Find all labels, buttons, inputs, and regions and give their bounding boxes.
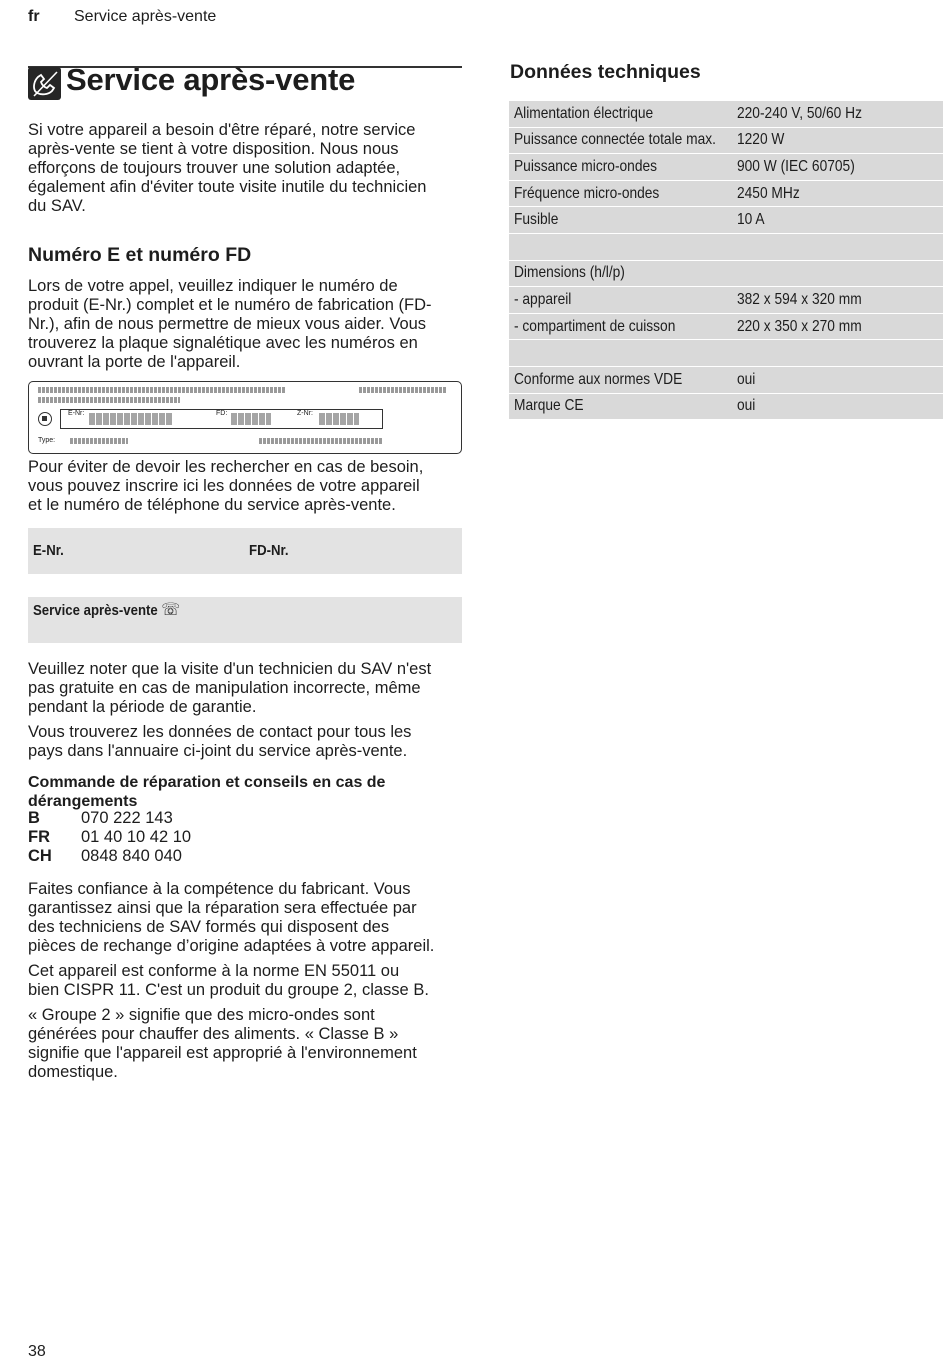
contact-list xyxy=(28,809,191,866)
fdnr-label: FD-Nr. xyxy=(249,542,289,559)
text-line: pays dans l'annuaire ci-joint du service après-vente. xyxy=(28,742,408,760)
text-line: produit (E-Nr.) complet et le numéro de fabrication (FD- xyxy=(28,296,432,314)
text-line: pièces de rechange d’origine adaptées à votre appareil. xyxy=(28,937,435,955)
text-line: vous pouvez inscrire ici les données de votre appareil xyxy=(28,477,420,495)
text-line: Veuillez noter que la visite d'un technicien du SAV n'est xyxy=(28,660,432,678)
plate-symbol-icon xyxy=(38,412,52,426)
tech-row xyxy=(509,207,943,234)
rating-plate-illustration xyxy=(28,381,462,454)
country-code: B xyxy=(28,809,40,827)
trust-paragraph xyxy=(28,880,464,956)
text-line: pendant la période de garantie. xyxy=(28,698,257,716)
contact-row xyxy=(28,847,191,866)
text-line: signifie que l'appareil est approprié à l'environnement xyxy=(28,1044,417,1062)
text-line: Vous trouverez les données de contact pour tous les xyxy=(28,723,412,741)
text-line: après-vente se tient à votre disposition. Nous nous xyxy=(28,140,399,158)
tech-table xyxy=(509,101,943,420)
tech-label: Fréquence micro-ondes xyxy=(514,184,660,202)
text-line: Commande de réparation et conseils en cas de xyxy=(28,774,386,791)
telephone-icon: ☏ xyxy=(161,600,181,619)
plate-text-placeholder xyxy=(359,387,447,393)
tech-row xyxy=(509,181,943,208)
record-paragraph xyxy=(28,458,464,515)
country-code: CH xyxy=(28,847,52,865)
language-code: fr xyxy=(28,8,40,25)
text-line: ouvrant la porte de l'appareil. xyxy=(28,353,241,371)
tech-label: Puissance micro-ondes xyxy=(514,157,658,175)
tech-row xyxy=(509,261,943,288)
page-number: 38 xyxy=(28,1343,46,1360)
device-number-box xyxy=(28,528,462,574)
plate-text-placeholder xyxy=(38,397,180,403)
text-line: Lors de votre appel, veuillez indiquer le numéro de xyxy=(28,277,398,295)
plate-znr-label: Z-Nr: xyxy=(297,410,313,417)
tech-value: 10 A xyxy=(737,211,765,229)
plate-enr-label: E-Nr: xyxy=(68,410,85,417)
plate-number-placeholder xyxy=(319,413,359,425)
tech-row-spacer xyxy=(509,340,943,367)
tech-value: 220-240 V, 50/60 Hz xyxy=(737,104,862,122)
service-phone-box xyxy=(28,597,462,643)
text-line: Cet appareil est conforme à la norme EN 55011 ou xyxy=(28,962,400,980)
plate-fd-label: FD: xyxy=(216,410,228,417)
text-line: trouverez la plaque signalétique avec les numéros en xyxy=(28,334,418,352)
tech-label: - compartiment de cuisson xyxy=(514,317,676,335)
tech-row xyxy=(509,394,943,421)
text-line: des techniciens de SAV formés qui disposent des xyxy=(28,918,390,936)
contact-row xyxy=(28,828,191,847)
plate-number-box xyxy=(60,409,383,429)
phone-number: 01 40 10 42 10 xyxy=(81,828,192,846)
plate-type-label: Type: xyxy=(38,437,56,444)
service-label-text: Service après-vente xyxy=(33,602,158,619)
contact-row xyxy=(28,809,191,828)
tech-label: Puissance connectée totale max. xyxy=(514,131,716,149)
plate-text-placeholder xyxy=(38,387,286,393)
tech-row xyxy=(509,154,943,181)
text-line: Nr.), afin de nous permettre de mieux vous aider. Vous xyxy=(28,315,427,333)
tech-row-spacer xyxy=(509,234,943,261)
tech-row xyxy=(509,128,943,155)
plate-text-placeholder xyxy=(70,438,128,444)
tech-label: Alimentation électrique xyxy=(514,104,654,122)
text-line: générées pour chauffer des aliments. « Classe B » xyxy=(28,1025,399,1043)
text-line: également afin d'éviter toute visite inutile du technicien xyxy=(28,178,427,196)
country-code: FR xyxy=(28,828,50,846)
tech-row xyxy=(509,101,943,128)
tech-row xyxy=(509,287,943,314)
tech-value: 1220 W xyxy=(737,131,785,149)
tech-value: 2450 MHz xyxy=(737,184,800,202)
phone-number: 070 222 143 xyxy=(81,809,173,827)
enumber-heading: Numéro E et numéro FD xyxy=(28,244,252,266)
plate-text-placeholder xyxy=(259,438,383,444)
text-line: du SAV. xyxy=(28,197,86,215)
text-line: garantissez ainsi que la réparation sera effectuée par xyxy=(28,899,417,917)
tech-label: - appareil xyxy=(514,290,572,308)
tech-label: Fusible xyxy=(514,211,559,229)
text-line: bien CISPR 11. C'est un produit du groupe 2, classe B. xyxy=(28,981,429,999)
tech-row xyxy=(509,367,943,394)
cost-note xyxy=(28,660,464,717)
plate-number-placeholder xyxy=(89,413,173,425)
text-line: « Groupe 2 » signifie que des micro-ondes sont xyxy=(28,1006,375,1024)
text-line: Faites confiance à la compétence du fabricant. Vous xyxy=(28,880,411,898)
plate-number-placeholder xyxy=(231,413,271,425)
tech-label: Marque CE xyxy=(514,397,584,415)
enr-label: E-Nr. xyxy=(33,542,64,559)
running-header: Service après-vente xyxy=(74,8,217,25)
service-label xyxy=(33,600,180,620)
tech-value: 220 x 350 x 270 mm xyxy=(737,317,862,335)
repair-heading xyxy=(28,773,464,811)
enumber-paragraph xyxy=(28,277,464,372)
page-title: Service après-vente xyxy=(66,62,356,97)
contact-note xyxy=(28,723,464,761)
tech-heading: Données techniques xyxy=(510,61,701,83)
text-line: dérangements xyxy=(28,793,138,810)
phone-number: 0848 840 040 xyxy=(81,847,182,865)
conformity-paragraph xyxy=(28,962,464,1000)
text-line: domestique. xyxy=(28,1063,118,1081)
tech-label: Conforme aux normes VDE xyxy=(514,370,683,388)
phone-icon xyxy=(28,67,61,100)
group-paragraph xyxy=(28,1006,464,1082)
tech-value: 900 W (IEC 60705) xyxy=(737,157,855,175)
text-line: efforçons de toujours trouver une solution adaptée, xyxy=(28,159,401,177)
intro-paragraph xyxy=(28,121,464,216)
text-line: Pour éviter de devoir les rechercher en cas de besoin, xyxy=(28,458,424,476)
tech-value: oui xyxy=(737,397,756,415)
text-line: Si votre appareil a besoin d'être réparé, notre service xyxy=(28,121,416,139)
text-line: et le numéro de téléphone du service après-vente. xyxy=(28,496,396,514)
tech-value: 382 x 594 x 320 mm xyxy=(737,290,862,308)
tech-row xyxy=(509,314,943,341)
tech-label: Dimensions (h/l/p) xyxy=(514,264,625,282)
text-line: pas gratuite en cas de manipulation incorrecte, même xyxy=(28,679,421,697)
tech-value: oui xyxy=(737,370,756,388)
